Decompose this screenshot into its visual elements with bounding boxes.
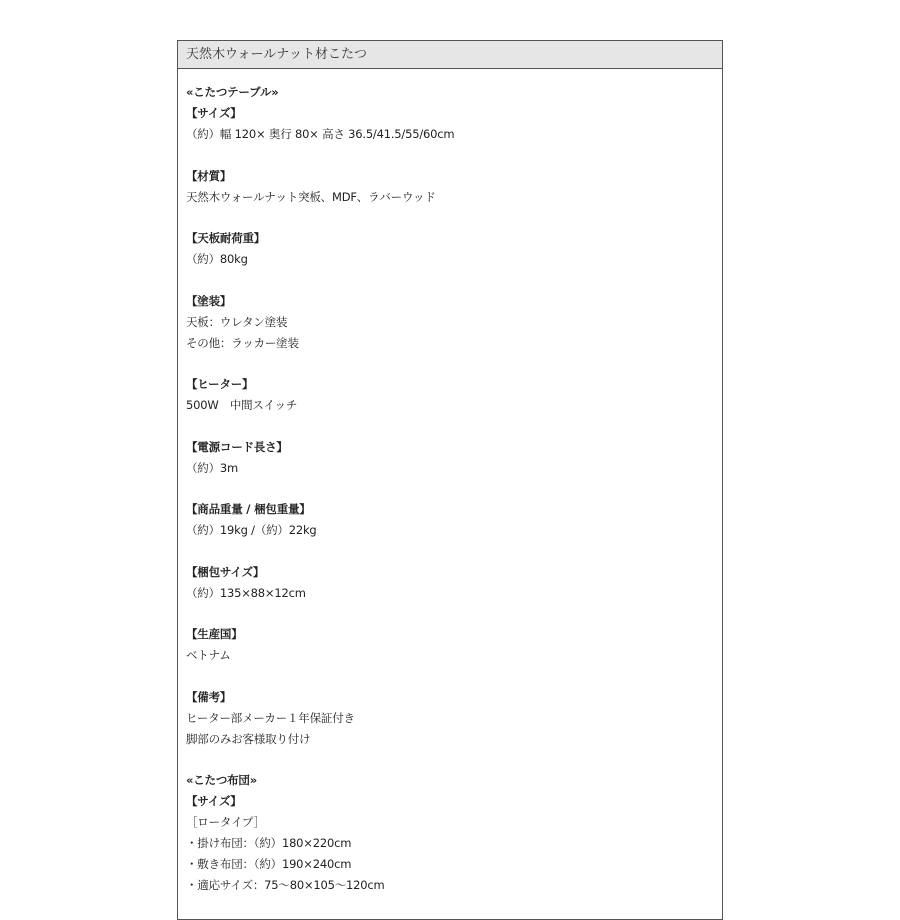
- spec-section-value: （約）135×88×12cm: [186, 585, 306, 600]
- section-spacer: [186, 750, 722, 771]
- section-spacer: [186, 479, 722, 500]
- spec-section-value: （約）80kg: [186, 252, 248, 266]
- section-spacer: [186, 666, 722, 687]
- spec-section-value: 天板：ウレタン塗装: [186, 314, 288, 329]
- spec-section-value: その他：ラッカー塗装: [186, 335, 299, 350]
- section-spacer: [186, 270, 722, 291]
- spec-section-value: ・掛け布団：（約）180×220cm: [186, 836, 352, 850]
- spec-section-title: 【梱包サイズ】: [186, 564, 265, 579]
- spec-section-title: 【生産国】: [186, 627, 243, 641]
- spec-section-title: «こたつテーブル»: [186, 85, 279, 99]
- spec-section-title: «こたつ布団»: [186, 773, 257, 787]
- spec-section-value: 天然木ウォールナット突板、MDF、ラバーウッド: [186, 189, 436, 204]
- spec-section-title: 【商品重量 / 梱包重量】: [186, 502, 311, 516]
- spec-body: [178, 69, 722, 896]
- spec-section-title: 【サイズ】: [186, 106, 242, 120]
- spec-section-value: （約）19kg /（約）22kg: [186, 523, 317, 537]
- spec-table: [177, 40, 723, 920]
- spec-section-title: 【天板耐荷重】: [186, 231, 266, 245]
- section-spacer: [186, 541, 722, 562]
- section-spacer: [186, 604, 722, 625]
- spec-section-value: ・敷き布団：（約）190×240cm: [186, 857, 352, 871]
- section-spacer: [186, 208, 722, 229]
- spec-section-value: （約）幅 120× 奥行 80× 高さ 36.5/41.5/55/60cm: [186, 127, 455, 141]
- spec-section-value: 500W 中間スイッチ: [186, 398, 298, 412]
- spec-section-title: 【ヒーター】: [186, 377, 254, 391]
- spec-section-title: 【塗装】: [186, 293, 232, 308]
- spec-section-value: ヒーター部メーカー１年保証付き: [186, 710, 355, 725]
- spec-section-value: ・適応サイズ：75～80×105～120cm: [186, 878, 385, 892]
- spec-section-value: ベトナム: [186, 648, 231, 662]
- spec-section-value: （約）3m: [186, 460, 239, 475]
- spec-section-title: 【サイズ】: [186, 794, 242, 808]
- spec-header-title: 天然木ウォールナット材こたつ: [178, 41, 722, 69]
- spec-section-title: 【備考】: [186, 689, 232, 704]
- section-spacer: [186, 416, 722, 437]
- section-spacer: [186, 145, 722, 166]
- spec-section-title: 【材質】: [186, 168, 232, 183]
- spec-section-value: ［ロータイプ］: [186, 815, 265, 829]
- section-spacer: [186, 354, 722, 375]
- spec-section-title: 【電源コード長さ】: [186, 439, 288, 454]
- spec-section-value: 脚部のみお客様取り付け: [186, 731, 311, 746]
